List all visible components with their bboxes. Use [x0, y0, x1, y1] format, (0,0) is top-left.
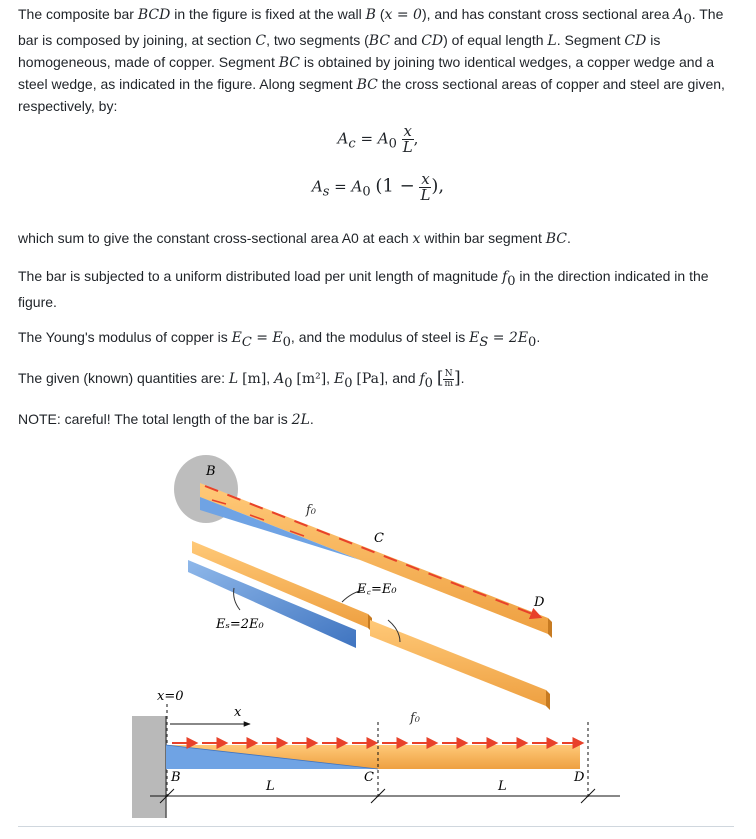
text: . — [309, 411, 314, 427]
copper-segment-end — [546, 690, 550, 710]
label-c-top: C — [374, 531, 384, 546]
label-b-bottom: B — [171, 770, 181, 785]
math-sub: 0 — [683, 11, 692, 27]
frac-num: x — [421, 170, 430, 188]
label-f0-bottom: f₀ — [410, 711, 421, 726]
math-e: E — [469, 330, 480, 346]
frac-num: N — [444, 368, 453, 379]
unit: [m] — [242, 371, 267, 387]
text: . — [536, 329, 541, 345]
text: , and the modulus of steel is — [290, 329, 470, 345]
eq-paren-close: ), — [431, 175, 445, 197]
math-sub: C — [241, 334, 252, 350]
text: NOTE: careful! The total length of the bar is — [18, 411, 292, 427]
math-bc: BC — [356, 76, 378, 93]
equation-steel-area — [0, 172, 756, 203]
label-f0-top: f₀ — [306, 503, 317, 518]
sum-paragraph — [18, 228, 734, 250]
text: is obtained by joining two identical wedges, a copper wedge and a steel wedge, as indicated in the figure. Along segment — [18, 53, 715, 92]
text: ), and has constant cross sectional area — [421, 6, 674, 22]
math-x0: x = 0 — [384, 7, 422, 23]
math-sub: 0 — [282, 334, 291, 350]
math-sub: 0 — [528, 334, 537, 350]
math-f: f — [502, 269, 508, 285]
math-sub: 0 — [344, 375, 353, 391]
text: within bar segment — [420, 230, 546, 246]
eq-fraction — [419, 172, 431, 203]
math-f: f — [419, 371, 425, 387]
text: . The bar is composed by joining, at section — [18, 6, 724, 48]
label-d-bottom: D — [574, 770, 585, 785]
unit-fraction — [443, 370, 454, 389]
text: ) of equal length — [443, 31, 548, 48]
modulus-paragraph — [18, 327, 734, 353]
text: The bar is subjected to a uniform distributed load per unit length of magnitude — [18, 268, 503, 284]
text: ( — [375, 6, 385, 22]
text: The Young's modulus of copper is — [18, 329, 232, 345]
eq-sub: 0 — [362, 184, 371, 200]
text: which sum to give the constant cross-sectional area A0 at each — [18, 230, 413, 246]
unit-bracket: ] — [454, 368, 461, 388]
frac-den: L — [402, 138, 413, 156]
math-bcd: BCD — [137, 7, 171, 23]
math-bc: BC — [278, 54, 300, 71]
text: in the direction indicated in the figure. — [18, 268, 709, 310]
math-b: B — [365, 7, 376, 23]
math-2l: 2L — [291, 412, 310, 428]
equation-copper-area — [0, 124, 756, 155]
label-l-bc: L — [266, 779, 275, 794]
text: , two segments ( — [266, 31, 369, 48]
label-x: x — [234, 705, 242, 720]
eq-sub: 0 — [388, 136, 397, 152]
eq-lhs: A — [337, 129, 349, 148]
text: is homogeneous, made of copper. Segment — [18, 31, 661, 70]
label-es: Eₛ=2E₀ — [216, 617, 264, 632]
math-x: x — [412, 231, 421, 247]
label-x0: x=0 — [157, 689, 184, 704]
text: in the figure is fixed at the wall — [170, 6, 366, 22]
eq-sub: s — [322, 184, 330, 200]
text: , — [266, 370, 275, 386]
eq-lhs: A — [311, 177, 323, 196]
label-b-top: B — [206, 464, 216, 479]
assembled-bar-steel — [200, 497, 360, 560]
text: and — [390, 31, 422, 48]
math-eq: = E — [251, 330, 283, 346]
frac-den: L — [420, 186, 431, 204]
math-e: E — [333, 371, 345, 387]
eq-comma: , — [413, 129, 419, 148]
text: . — [567, 230, 571, 246]
math-eq: = 2E — [488, 330, 529, 346]
math-sub: 0 — [284, 375, 293, 391]
math-a: A — [274, 371, 285, 387]
math-e: E — [231, 330, 242, 346]
label-d-top: D — [534, 595, 545, 610]
eq-rhs: = A — [334, 177, 363, 196]
frac-num: x — [403, 122, 412, 140]
eq-rhs: = A — [360, 129, 389, 148]
load-paragraph — [18, 266, 734, 313]
text: . Segment — [556, 31, 625, 48]
unit: [m²] — [296, 371, 327, 387]
math-l: L — [228, 371, 239, 387]
unit-bracket: [ — [436, 368, 444, 388]
text: . — [460, 370, 465, 386]
given-quantities-paragraph — [18, 368, 734, 394]
frac-den: m — [444, 378, 453, 389]
label-c-bottom: C — [364, 770, 374, 785]
eq-fraction — [402, 124, 414, 155]
eq-sub: c — [348, 136, 356, 152]
text: the cross sectional areas of copper and steel are given, respectively, by: — [18, 75, 725, 114]
bottom-divider — [18, 826, 734, 827]
math-cd: CD — [421, 32, 444, 49]
text: , and — [384, 370, 420, 386]
math-c: C — [255, 32, 267, 49]
text: The composite bar — [18, 6, 138, 22]
math-sub: S — [479, 334, 489, 350]
note-paragraph — [18, 409, 734, 431]
text: , — [326, 370, 334, 386]
math-bc: BC — [545, 231, 568, 247]
math-l: L — [547, 32, 557, 49]
intro-paragraph — [18, 4, 734, 117]
math-bc: BC — [368, 32, 391, 49]
math-a0: A — [673, 7, 684, 23]
assembled-bar-end — [548, 618, 552, 638]
composite-bar-figure — [0, 440, 756, 824]
math-sub: 0 — [424, 375, 433, 391]
text: The given (known) quantities are: — [18, 370, 229, 386]
unit: [Pa] — [356, 371, 385, 387]
assembled-bar-copper — [200, 483, 548, 634]
math-cd: CD — [624, 32, 647, 49]
copper-segment-cd — [370, 620, 546, 706]
math-sub: 0 — [507, 273, 516, 289]
eq-paren-open: (1 − — [375, 175, 415, 197]
label-ec: E꜀=E₀ — [357, 582, 397, 597]
label-l-cd: L — [498, 779, 507, 794]
